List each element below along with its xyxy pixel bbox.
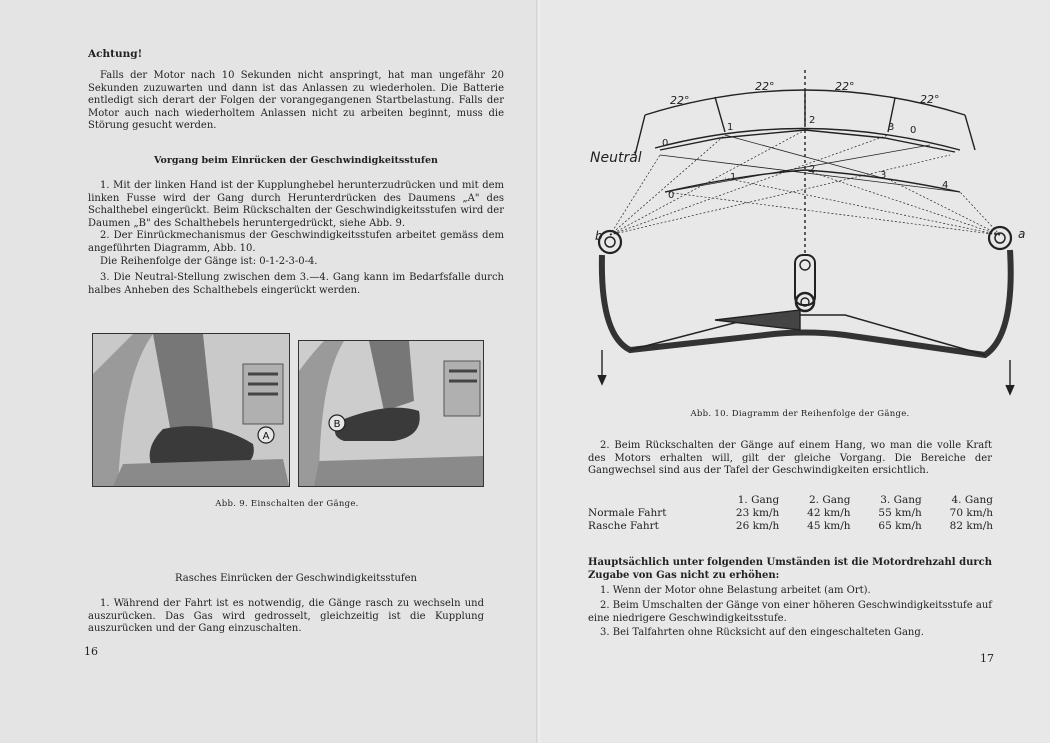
diagram-lower-gear-3: 3 (880, 170, 887, 181)
table-row (588, 520, 993, 533)
diagram-lower-gear-0: 0 (668, 190, 675, 201)
speed-cell: 70 km/h (949, 507, 993, 519)
table-row (588, 507, 993, 520)
diagram-angle-label-4: 22° (920, 93, 940, 106)
speed-cell: 23 km/h (735, 507, 780, 519)
diagram-lower-gear-1: 1 (730, 172, 737, 183)
page-number-left: 16 (84, 645, 98, 658)
diagram-divider-0 (635, 115, 645, 155)
speed-row-label: Rasche Fahrt (588, 520, 659, 532)
right-page (540, 0, 1050, 743)
right-paragraph-2: 2. Beim Rückschalten der Gänge auf einem Hang, wo man die volle Kraft des Motors erhalten will, gilt der gleiche Vorgang. Die Bereiche der Gangwechsel sind aus der Tafel der Geschwindigkeiten ersichtlich. (588, 440, 992, 476)
diagram-neutral-label: Neutrál (590, 150, 642, 166)
condition-item-3: 3. Bei Talfahrten ohne Rücksicht auf den eingeschalteten Gang. (600, 627, 924, 638)
figure9-photo-pedal-b (298, 340, 484, 487)
speed-table (588, 494, 993, 533)
speed-cell: 42 km/h (807, 507, 851, 519)
condition-item-1: 1. Wenn der Motor ohne Belastung arbeitet (am Ort). (600, 585, 871, 596)
diagram-upper-gear-1: 1 (727, 122, 734, 133)
diagram-upper-gear-3: 3 (888, 122, 895, 133)
section1-paragraph-1: 1. Mit der linken Hand ist der Kupplunghebel herunterzudrücken und mit dem linken Fusse wird der Gang durch Herunterdrücken des Daumens „A" des Schalthebel eingerückt. Beim Rückschalten der Geschwindigkeitsstufen wird der Daumen „B" des Schalthebels heruntergedrückt, siehe Abb. 9. (88, 180, 504, 229)
speed-header-gear-2: 2. Gang (809, 494, 851, 506)
section1-paragraph-2: 2. Der Einrückmechanismus der Geschwindigkeitsstufen arbeitet gemäss dem angeführten Diagramm, Abb. 10. (88, 230, 504, 254)
photo-label-b: B (333, 419, 341, 430)
speed-row-label: Normale Fahrt (588, 507, 667, 519)
section1-paragraph-4: 3. Die Neutral-Stellung zwischen dem 3.—4. Gang kann im Bedarfsfalle durch halbes Anheben des Schalthebels eingerückt werden. (88, 272, 504, 296)
figure9-photo-pedal-a (92, 333, 290, 487)
diagram-angle-label-3: 22° (835, 80, 855, 93)
attention-heading: Achtung! (88, 48, 143, 60)
diagram-upper-gear-0b: 0 (910, 125, 917, 136)
conditions-heading: Hauptsächlich unter folgenden Umständen ist die Motordrehzahl durch Zugabe von Gas nicht zu erhöhen: (588, 557, 992, 581)
speed-cell: 26 km/h (735, 520, 780, 532)
speed-cell: 45 km/h (807, 520, 851, 532)
section2-heading: Rasches Einrücken der Geschwindigkeitsstufen (174, 573, 417, 584)
photo-label-a: A (262, 431, 270, 442)
diagram-angle-label-1: 22° (670, 94, 690, 107)
section2-paragraph-1: 1. Während der Fahrt ist es notwendig, die Gänge rasch zu wechseln und auszurücken. Das Gas wird gedrosselt, gleichzeitig ist die Kupplung auszurücken und der Gang einzuschalten. (88, 598, 484, 634)
attention-text: Falls der Motor nach 10 Sekunden nicht anspringt, hat man ungefähr 20 Sekunden zuzuwarten und dann ist das Anlassen zu wiederholen. Die Batterie entledigt sich derart der Folgen der vorangegangenen Startbelastung. Falls der Motor auch nach wiederholtem Anlassen nicht zu arbeiten beginnt, muss die Störung gesucht werden. (88, 70, 504, 131)
condition-item-2: 2. Beim Umschalten der Gänge von einer höheren Geschwindigkeitsstufe auf eine niedrigere Geschwindigkeitsstufe. (588, 600, 992, 624)
speed-table-header-row (588, 494, 993, 507)
speed-cell: 65 km/h (878, 520, 922, 532)
speed-cell: 82 km/h (949, 520, 993, 532)
speed-header-gear-4: 4. Gang (951, 494, 993, 506)
diagram-pivot-label-a: a (1018, 227, 1026, 241)
diagram-upper-gear-0: 0 (662, 138, 669, 149)
speed-header-gear-1: 1. Gang (737, 494, 780, 506)
speed-cell: 55 km/h (878, 507, 922, 519)
speed-header-gear-3: 3. Gang (880, 494, 922, 506)
page-number-right: 17 (980, 652, 994, 665)
section1-paragraph-3: Die Reihenfolge der Gänge ist: 0-1-2-3-0-4. (100, 256, 318, 267)
figure9-caption: Abb. 9. Einschalten der Gänge. (215, 499, 359, 509)
diagram-angle-label-2: 22° (755, 80, 775, 93)
figure10-caption: Abb. 10. Diagramm der Reihenfolge der Gänge. (690, 409, 910, 419)
diagram-lower-gear-2: 2 (809, 164, 816, 175)
diagram-upper-gear-2: 2 (809, 115, 816, 126)
section1-heading: Vorgang beim Einrücken der Geschwindigkeitsstufen (154, 155, 438, 166)
figure10-gear-diagram (590, 70, 1040, 405)
diagram-lower-gear-4: 4 (942, 180, 949, 191)
diagram-pivot-label-b: b (595, 229, 603, 243)
